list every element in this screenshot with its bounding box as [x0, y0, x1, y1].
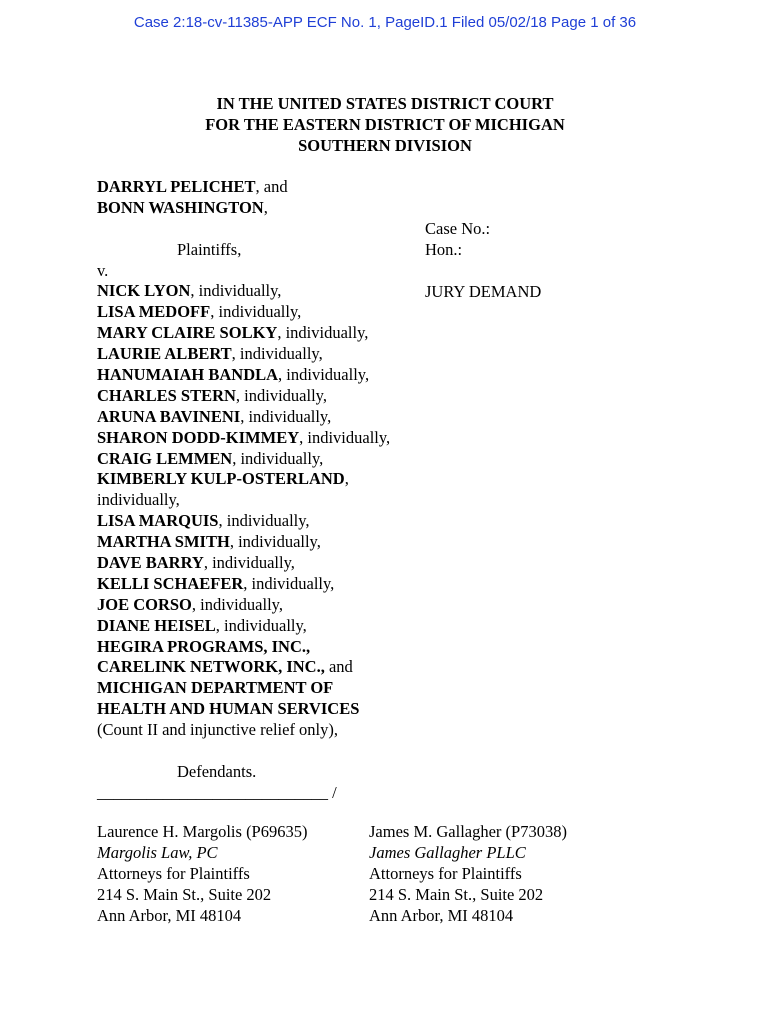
plaintiffs-label: Plaintiffs,	[177, 239, 242, 259]
plaintiff-suffix: ,	[263, 197, 268, 217]
defendant-line	[97, 365, 390, 386]
defendant-line	[97, 720, 390, 741]
attorney-address-2: Ann Arbor, MI 48104	[369, 905, 514, 925]
defendant-suffix: , individually,	[191, 594, 283, 614]
defendant-name: CARELINK NETWORK, INC.,	[97, 657, 325, 677]
case-caption	[97, 177, 390, 804]
defendant-suffix: , individually,	[278, 365, 370, 385]
defendant-line	[97, 449, 390, 470]
defendant-name: JOE CORSO	[97, 594, 192, 614]
defendant-name: LAURIE ALBERT	[97, 344, 232, 364]
attorney-address-2: Ann Arbor, MI 48104	[97, 905, 242, 925]
defendant-suffix: , individually,	[203, 553, 295, 573]
defendant-name: CRAIG LEMMEN	[97, 448, 233, 468]
defendant-name: ARUNA BAVINENI	[97, 406, 241, 426]
case-number-label: Case No.:	[425, 219, 491, 238]
attorney-address-1: 214 S. Main St., Suite 202	[97, 884, 272, 904]
jury-demand: JURY DEMAND	[425, 281, 542, 301]
defendant-suffix: , individually,	[277, 323, 369, 343]
defendant-line	[97, 302, 390, 323]
court-heading	[0, 93, 770, 156]
defendant-line	[97, 553, 390, 574]
defendant-name: MARTHA SMITH	[97, 532, 230, 552]
defendant-suffix: individually,	[97, 490, 180, 510]
defendant-line	[97, 699, 390, 720]
defendant-line	[97, 574, 390, 595]
defendant-suffix: , individually,	[299, 427, 391, 447]
case-info	[425, 219, 541, 303]
defendant-name: KIMBERLY KULP-OSTERLAND	[97, 469, 345, 489]
defendant-name: KELLI SCHAEFER	[97, 573, 244, 593]
defendant-suffix: , individually,	[215, 615, 307, 635]
defendant-name: LISA MEDOFF	[97, 302, 211, 322]
defendant-suffix: , individually,	[235, 385, 327, 405]
attorney-role: Attorneys for Plaintiffs	[369, 863, 522, 883]
plaintiff-suffix: , and	[255, 177, 288, 196]
defendant-line	[97, 511, 390, 532]
attorney-block	[369, 822, 639, 926]
defendant-line	[97, 490, 390, 511]
defendants-list	[97, 281, 390, 741]
attorney-address-1: 214 S. Main St., Suite 202	[369, 884, 544, 904]
defendant-line	[97, 407, 390, 428]
defendant-suffix: ,	[344, 469, 349, 489]
defendant-line	[97, 595, 390, 616]
court-heading-line-2: FOR THE EASTERN DISTRICT OF MICHIGAN	[205, 115, 565, 134]
blank-line	[97, 741, 390, 762]
attorney-role: Attorneys for Plaintiffs	[97, 863, 250, 883]
defendant-line	[97, 386, 390, 407]
defendant-name: MICHIGAN DEPARTMENT OF	[97, 678, 334, 698]
defendant-suffix: , individually,	[210, 302, 302, 322]
defendant-suffix: and	[324, 657, 353, 677]
plaintiff-line	[97, 177, 390, 198]
attorney-name: Laurence H. Margolis (P69635)	[97, 822, 308, 841]
defendant-suffix: , individually,	[243, 573, 335, 593]
court-heading-line-3: SOUTHERN DIVISION	[298, 136, 472, 155]
court-heading-line-1: IN THE UNITED STATES DISTRICT COURT	[216, 94, 554, 113]
blank-line	[425, 261, 541, 282]
defendant-suffix: , individually,	[240, 406, 332, 426]
defendant-name: LISA MARQUIS	[97, 511, 219, 531]
defendant-line	[97, 344, 390, 365]
signature-line: ____________________________ /	[97, 782, 337, 802]
defendant-name: CHARLES STERN	[97, 385, 236, 405]
ecf-header-stamp: Case 2:18-cv-11385-APP ECF No. 1, PageID.1 Filed 05/02/18 Page 1 of 36	[133, 14, 637, 31]
defendant-suffix: , individually,	[229, 532, 321, 552]
attorney-block	[97, 822, 367, 926]
defendant-line	[97, 428, 390, 449]
attorney-firm: Margolis Law, PC	[97, 842, 218, 862]
defendant-name: NICK LYON	[97, 281, 191, 301]
blank-line	[97, 219, 390, 240]
defendant-line	[97, 616, 390, 637]
defendant-suffix: , individually,	[231, 344, 323, 364]
defendant-line	[97, 469, 390, 490]
defendant-name: DIANE HEISEL	[97, 615, 216, 635]
plaintiff-name: DARRYL PELICHET	[97, 177, 256, 196]
versus: v.	[97, 260, 109, 280]
defendant-name: MARY CLAIRE SOLKY	[97, 323, 278, 343]
defendant-name: HEGIRA PROGRAMS, INC.,	[97, 636, 311, 656]
defendant-suffix: , individually,	[190, 281, 282, 301]
plaintiff-name: BONN WASHINGTON	[97, 197, 264, 217]
defendant-line	[97, 281, 390, 302]
defendant-line	[97, 657, 390, 678]
defendant-name: DAVE BARRY	[97, 553, 204, 573]
attorney-name: James M. Gallagher (P73038)	[369, 822, 567, 841]
defendants-label: Defendants.	[177, 761, 257, 781]
defendant-line	[97, 532, 390, 553]
defendant-suffix: , individually,	[218, 511, 310, 531]
defendant-line	[97, 678, 390, 699]
plaintiff-line	[97, 198, 390, 219]
defendant-name: SHARON DODD-KIMMEY	[97, 427, 300, 447]
defendant-suffix: , individually,	[232, 448, 324, 468]
defendant-line	[97, 637, 390, 658]
judge-label: Hon.:	[425, 239, 463, 259]
attorney-firm: James Gallagher PLLC	[369, 842, 526, 862]
defendant-name: HEALTH AND HUMAN SERVICES	[97, 699, 360, 719]
defendant-name: HANUMAIAH BANDLA	[97, 365, 279, 385]
defendant-line	[97, 323, 390, 344]
defendant-suffix: (Count II and injunctive relief only),	[97, 720, 339, 740]
